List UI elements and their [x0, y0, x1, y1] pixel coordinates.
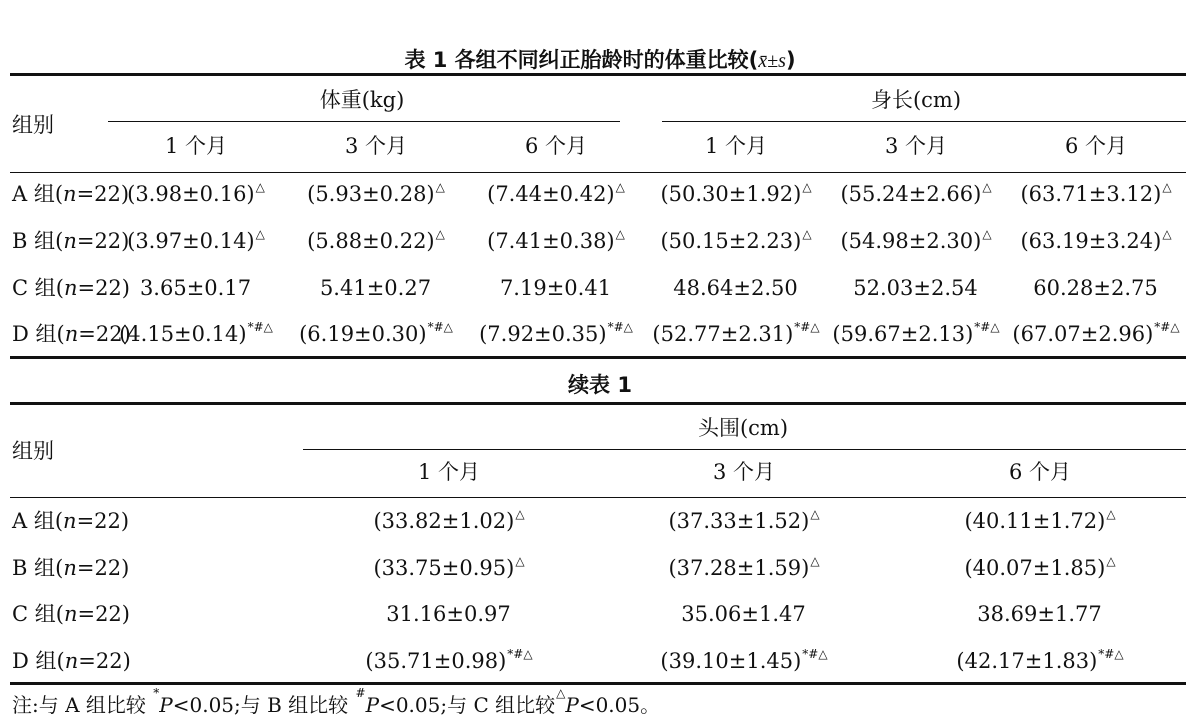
row-label	[12, 604, 130, 625]
cell-value: (63.19±3.24)	[1020, 229, 1162, 253]
data-cell	[668, 554, 820, 580]
significance-mark: *#△	[1154, 320, 1180, 334]
cell-value: (7.41±0.38)	[487, 229, 615, 253]
cell-value: 52.03±2.54	[853, 276, 978, 300]
table-1-continued-top-rule	[10, 402, 1186, 405]
data-cell	[673, 278, 798, 299]
month-header: 3 个月	[344, 134, 408, 158]
sample-size-symbol: n	[64, 322, 79, 346]
sample-size-symbol: n	[63, 182, 77, 206]
significance-mark: *#△	[974, 320, 1000, 334]
row-label	[12, 231, 129, 252]
data-cell	[660, 227, 812, 253]
sample-size-value: =22)	[76, 556, 130, 580]
significance-mark: △	[515, 507, 525, 521]
data-cell	[1012, 320, 1180, 346]
cell-value: (7.44±0.42)	[487, 182, 615, 206]
head-circumference-group-underline	[303, 449, 1186, 450]
data-cell	[977, 604, 1102, 625]
data-cell	[299, 320, 453, 346]
significance-mark: △	[435, 180, 445, 194]
month-header: 1 个月	[704, 134, 768, 158]
group-label: A 组(	[12, 509, 64, 533]
weight-group-underline	[108, 121, 620, 122]
data-cell	[964, 554, 1116, 580]
significance-mark: *#△	[802, 647, 828, 661]
table-1-row-header: 组别	[12, 113, 54, 137]
significance-mark: △	[802, 180, 812, 194]
cell-value: (39.10±1.45)	[660, 649, 802, 673]
group-label: B 组(	[12, 229, 64, 253]
data-cell	[840, 227, 992, 253]
month-header: 6 个月	[1064, 134, 1128, 158]
data-cell	[652, 320, 820, 346]
data-cell	[660, 647, 828, 673]
data-cell	[307, 227, 445, 253]
data-cell	[320, 278, 432, 299]
sample-size-value: =22)	[77, 276, 130, 300]
cell-value: (52.77±2.31)	[652, 322, 794, 346]
cell-value: (7.92±0.35)	[479, 322, 607, 346]
significance-mark: △	[255, 227, 265, 241]
significance-mark: △	[1106, 554, 1116, 568]
sample-size-symbol: n	[63, 602, 78, 626]
month-header: 3 个月	[884, 134, 948, 158]
significance-mark: △	[515, 554, 525, 568]
group-label: D 组(	[12, 322, 65, 346]
group-label: D 组(	[12, 649, 65, 673]
table-1-continued-row-header: 组别	[12, 439, 54, 463]
row-label	[12, 184, 129, 205]
data-cell	[668, 507, 820, 533]
row-label	[12, 324, 131, 345]
month-header: 1 个月	[417, 460, 481, 484]
data-cell	[127, 180, 265, 206]
month-header: 6 个月	[524, 134, 588, 158]
sample-size-value: =22)	[76, 182, 130, 206]
sample-size-value: =22)	[78, 649, 131, 673]
table-1-bottom-rule	[10, 356, 1186, 359]
group-label: B 组(	[12, 556, 64, 580]
sample-size-value: =22)	[78, 322, 131, 346]
sample-size-symbol: n	[64, 649, 79, 673]
length-group-underline	[662, 121, 1186, 122]
data-cell	[373, 507, 525, 533]
cell-value: (40.11±1.72)	[964, 509, 1106, 533]
cell-value: 7.19±0.41	[499, 276, 612, 300]
row-label	[12, 278, 130, 299]
cell-value: (50.30±1.92)	[660, 182, 802, 206]
table-1-top-rule	[10, 73, 1186, 76]
cell-value: (3.98±0.16)	[127, 182, 255, 206]
significance-mark: *#△	[507, 647, 533, 661]
significance-mark: △	[802, 227, 812, 241]
significance-mark: △	[615, 227, 625, 241]
cell-value: (33.75±0.95)	[373, 556, 515, 580]
data-cell	[487, 180, 625, 206]
significance-mark: △	[982, 180, 992, 194]
significance-mark: *#△	[607, 320, 633, 334]
table-note: 注:与 A 组比较 *P<0.05;与 B 组比较 #P<0.05;与 C 组比较△P<0.05。	[12, 686, 661, 717]
cell-value: (63.71±3.12)	[1020, 182, 1162, 206]
mean-sd-symbol: x̄±s	[758, 50, 786, 72]
group-label: C 组(	[12, 276, 64, 300]
data-cell	[1020, 227, 1172, 253]
significance-mark: *#△	[427, 320, 453, 334]
data-cell	[660, 180, 812, 206]
data-cell	[140, 278, 252, 299]
table-1-title: 表 1 各组不同纠正胎龄时的体重比较(x̄±s)	[404, 48, 796, 72]
data-cell	[386, 604, 511, 625]
row-label	[12, 651, 131, 672]
data-cell	[964, 507, 1116, 533]
significance-mark: △	[255, 180, 265, 194]
cell-value: 35.06±1.47	[681, 602, 806, 626]
cell-value: (37.33±1.52)	[668, 509, 810, 533]
month-header: 6 个月	[1008, 460, 1072, 484]
cell-value: (55.24±2.66)	[840, 182, 982, 206]
data-cell	[487, 227, 625, 253]
row-label	[12, 511, 129, 532]
group-header-head-circumference: 头围(cm)	[697, 416, 789, 440]
data-cell	[373, 554, 525, 580]
significance-mark: △	[615, 180, 625, 194]
cell-value: (42.17±1.83)	[956, 649, 1098, 673]
cell-value: (33.82±1.02)	[373, 509, 515, 533]
sample-size-value: =22)	[77, 602, 130, 626]
cell-value: 60.28±2.75	[1033, 276, 1158, 300]
table-1-header-rule	[10, 172, 1186, 173]
sample-size-symbol: n	[63, 276, 78, 300]
data-cell	[840, 180, 992, 206]
significance-mark: *#△	[247, 320, 273, 334]
significance-mark: △	[435, 227, 445, 241]
sample-size-value: =22)	[76, 229, 130, 253]
month-header: 1 个月	[164, 134, 228, 158]
group-header-weight: 体重(kg)	[319, 88, 405, 112]
data-cell	[1020, 180, 1172, 206]
cell-value: (5.88±0.22)	[307, 229, 435, 253]
data-cell	[832, 320, 1000, 346]
cell-value: (37.28±1.59)	[668, 556, 810, 580]
group-header-length: 身长(cm)	[870, 88, 962, 112]
group-label: C 组(	[12, 602, 64, 626]
cell-value: (59.67±2.13)	[832, 322, 974, 346]
cell-value: (3.97±0.14)	[127, 229, 255, 253]
significance-mark: △	[810, 554, 820, 568]
sample-size-symbol: n	[63, 229, 77, 253]
data-cell	[853, 278, 978, 299]
group-label: A 组(	[12, 182, 64, 206]
month-header: 3 个月	[712, 460, 776, 484]
cell-value: (54.98±2.30)	[840, 229, 982, 253]
cell-value: (4.15±0.14)	[119, 322, 247, 346]
row-label	[12, 558, 129, 579]
table-1-continued-title: 续表 1	[568, 373, 632, 397]
cell-value: 38.69±1.77	[977, 602, 1102, 626]
data-cell	[681, 604, 806, 625]
cell-value: (6.19±0.30)	[299, 322, 427, 346]
sample-size-value: =22)	[76, 509, 130, 533]
cell-value: (35.71±0.98)	[365, 649, 507, 673]
data-cell	[307, 180, 445, 206]
significance-mark: △	[1162, 227, 1172, 241]
cell-value: 31.16±0.97	[386, 602, 511, 626]
cell-value: (5.93±0.28)	[307, 182, 435, 206]
significance-mark: *#△	[1098, 647, 1124, 661]
cell-value: (40.07±1.85)	[964, 556, 1106, 580]
significance-mark: △	[1162, 180, 1172, 194]
cell-value: 48.64±2.50	[673, 276, 798, 300]
significance-mark: *#△	[794, 320, 820, 334]
cell-value: (67.07±2.96)	[1012, 322, 1154, 346]
significance-mark: △	[1106, 507, 1116, 521]
data-cell	[365, 647, 533, 673]
significance-mark: △	[982, 227, 992, 241]
data-cell	[119, 320, 273, 346]
data-cell	[1033, 278, 1158, 299]
data-cell	[127, 227, 265, 253]
table-1-continued-header-rule	[10, 497, 1186, 498]
data-cell	[479, 320, 633, 346]
significance-mark: △	[810, 507, 820, 521]
sample-size-symbol: n	[63, 556, 77, 580]
sample-size-symbol: n	[63, 509, 77, 533]
data-cell	[500, 278, 612, 299]
cell-value: 5.41±0.27	[319, 276, 432, 300]
data-cell	[956, 647, 1124, 673]
cell-value: (50.15±2.23)	[660, 229, 802, 253]
cell-value: 3.65±0.17	[139, 276, 252, 300]
table-1-continued-bottom-rule	[10, 682, 1186, 685]
